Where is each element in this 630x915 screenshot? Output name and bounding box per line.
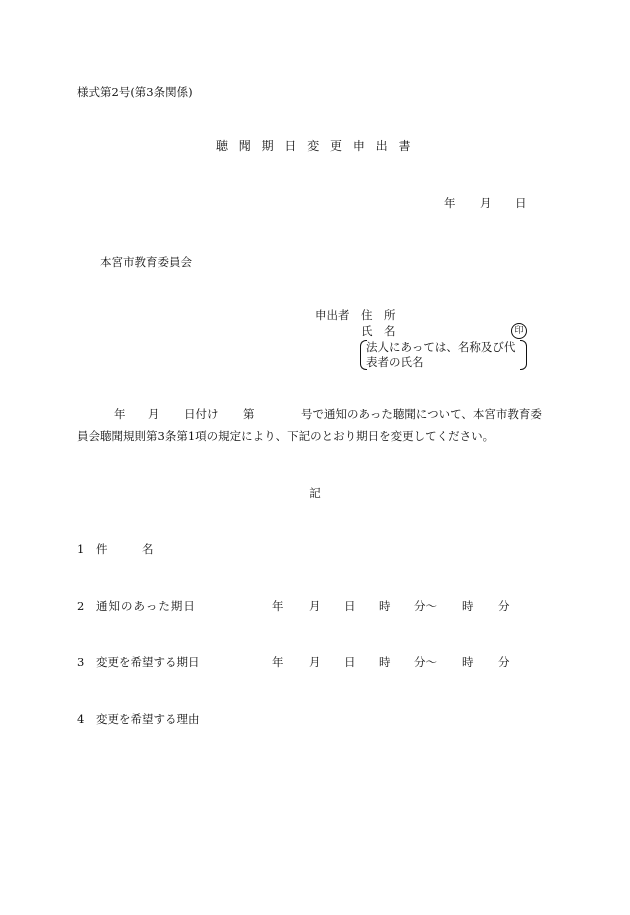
item-label: 変更を希望する期日 [96, 655, 200, 669]
date-day: 日 [515, 196, 527, 210]
body-dated: 日付け [184, 407, 219, 421]
item-minute-to: 分 [498, 599, 510, 613]
date-month: 月 [480, 196, 492, 210]
ki-heading: 記 [309, 486, 321, 500]
seal-mark: 印 [511, 323, 527, 339]
document-title: 聴 聞 期 日 変 更 申 出 書 [215, 139, 415, 153]
item-minute-to: 分 [498, 655, 510, 669]
addressee: 本宮市教育委員会 [100, 255, 192, 269]
item-year: 年 [272, 655, 284, 669]
item-month: 月 [309, 655, 321, 669]
item-hour-end: 時 [462, 599, 474, 613]
body-line1-rest: 号で通知のあった聴聞について、本宮市教育委 [301, 407, 542, 421]
body-dai: 第 [243, 407, 255, 421]
applicant-label: 申出者 [315, 308, 350, 322]
item-number: 4 [77, 712, 85, 726]
body-month: 月 [148, 407, 160, 421]
name-label: 氏 名 [361, 324, 396, 338]
body-line2: 員会聴聞規則第3条第1項の規定により、下記のとおり期日を変更してください。 [77, 429, 495, 443]
item-hour: 時 [379, 655, 391, 669]
right-parenthesis [520, 340, 527, 370]
item-day: 日 [344, 599, 356, 613]
item-number: 1 [77, 542, 85, 556]
item-label-b: 名 [142, 542, 154, 556]
date-year: 年 [444, 196, 456, 210]
corporate-note-line2: 表者の氏名 [366, 355, 424, 369]
item-number: 2 [77, 599, 85, 613]
item-year: 年 [272, 599, 284, 613]
item-hour-end: 時 [462, 655, 474, 669]
address-label: 住 所 [361, 308, 396, 322]
item-minute-from: 分〜 [414, 599, 437, 613]
item-label: 通知のあった期日 [96, 599, 196, 613]
item-minute-from: 分〜 [414, 655, 437, 669]
item-label: 変更を希望する理由 [96, 712, 200, 726]
item-hour: 時 [379, 599, 391, 613]
item-month: 月 [309, 599, 321, 613]
body-year: 年 [114, 407, 126, 421]
item-label-a: 件 [96, 542, 108, 556]
corporate-note-line1: 法人にあっては、名称及び代 [366, 340, 516, 354]
item-number: 3 [77, 655, 85, 669]
item-day: 日 [344, 655, 356, 669]
form-number: 様式第2号(第3条関係) [77, 85, 193, 99]
